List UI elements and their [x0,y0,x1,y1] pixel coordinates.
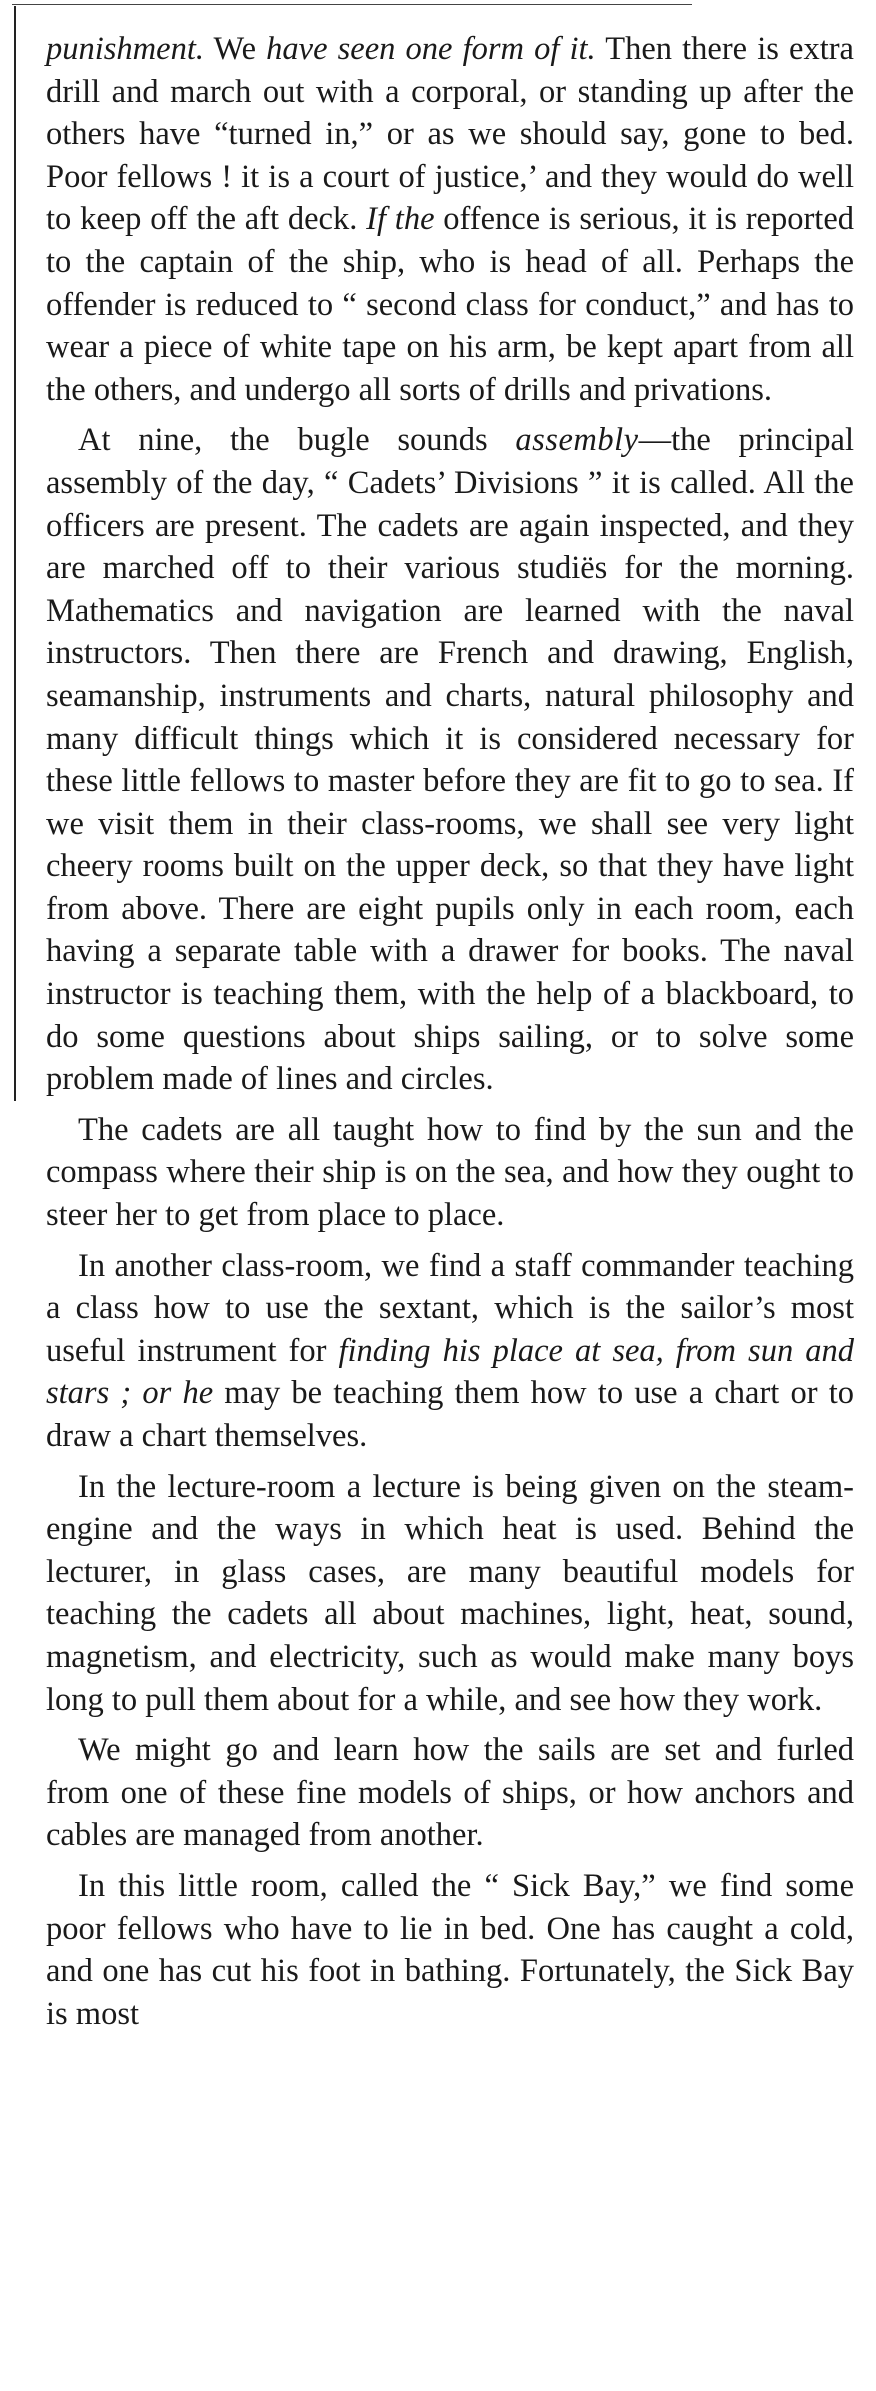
paragraph-1 [46,28,854,411]
text-segment: punishment. [46,31,204,67]
text-segment: We [203,31,267,67]
paragraph-6 [46,1729,854,1857]
text-segment: In this little room, called the “ Sick Bay,” we find some poor fellows who have to lie in bed. One has caught a cold, and one has cut his foot in bathing. Fortunately, the Sick Bay is most [46,1867,854,2032]
paragraph-7 [46,1865,854,2035]
text-segment: At nine, the bugle sounds [78,422,516,459]
text-segment: may be teaching them how to use a chart or to draw a chart themselves. [46,1375,854,1454]
text-segment: In another class-room, we find a staff commander teaching a class how to use the sextant, which is the sailor’s most useful instrument for [46,1247,854,1369]
paragraph-5 [46,1466,854,1722]
text-segment: The cadets are all taught how to find by the sun and the compass where their ship is on the sea, and how they ought to steer her to get from place to place. [46,1111,854,1234]
text-column [46,28,854,2035]
paragraph-4 [46,1245,854,1458]
text-segment: —the principal assembly of the day, “ Cadets’ Divisions ” it is called. All the officers are present. The cadets are again inspected, and they are marched off to their various studiës for the morning. Mathematics and navigation are learned with the naval instructors. Then there are French and drawing, English, seamanship, instruments and charts, natural philosophy and many difficult things which it is considered necessary for these little fellows to master before they are fit to go to sea. If we visit them in their class-rooms, we shall see very light cheery rooms built on the upper deck, so that they have light from above. There are eight pupils only in each room, each having a separate table with a drawer for books. The naval instructor is teaching them, with the help of a blackboard, to do some questions about ships sailing, or to solve some problem made of lines and circles. [46,422,854,1098]
text-segment: We might go and learn how the sails are set and furled from one of these fine models of ships, or how anchors and cables are managed from another. [46,1732,854,1854]
text-segment: finding his place at sea, from sun and stars ; or he [46,1332,854,1412]
text-segment: have seen one form of it. [266,31,596,67]
text-segment: assembly [515,422,639,459]
text-segment: If the [366,201,435,238]
text-segment: In the lecture-room a lecture is being given on the steam-engine and the ways in which heat is used. Behind the lecturer, in glass cases, are many beautiful models for teaching the cadets all about machines, light, heat, sound, magnetism, and electricity, such as would make many boys long to pull them about for a while, and see how they work. [46,1468,854,1718]
top-rule [12,4,692,5]
paragraph-3 [46,1109,854,1237]
text-segment: offence is serious, it is reported to the captain of the ship, who is head of all. Perhaps the offender is reduced to “ second class for conduct,” and has to wear a piece of white tape on his arm, be kept apart from all the others, and undergo all sorts of drills and privations. [46,201,854,408]
margin-rule [14,6,16,1101]
text-segment: Then there is extra drill and march out with a corporal, or standing up after the others have “turned in,” or as we should say, gone to bed. Poor fellows ! it is a court of justice,’ and they would do well to keep off the aft deck. [46,31,854,238]
paragraph-2 [46,419,854,1101]
